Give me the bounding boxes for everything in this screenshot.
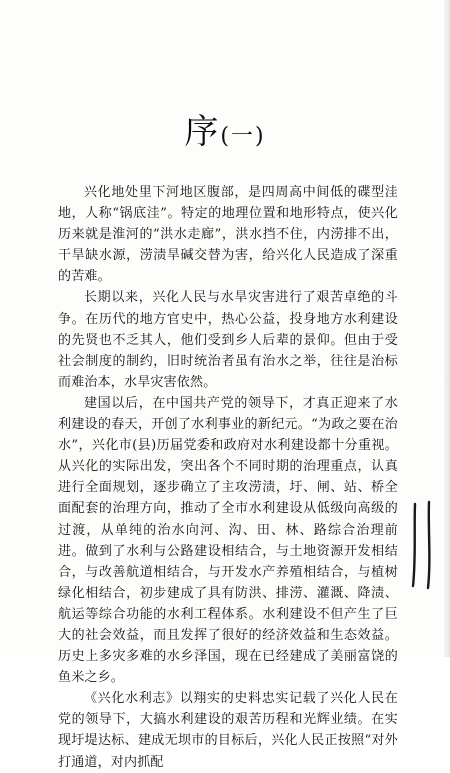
title-main: 序: [184, 112, 221, 152]
paragraph: 兴化地处里下河地区腹部，是四周高中间低的碟型洼地，人称“锅底洼”。特定的地理位置和地形特点，使兴化历来就是淮河的“洪水走廊”，洪水挡不住，内涝排不出，干旱缺水源，涝渍旱碱交替为害，给兴化人民造成了深重的苦难。: [58, 185, 398, 285]
paragraph: 建国以后，在中国共产党的领导下，才真正迎来了水利建设的春天，开创了水利事业的新纪元。“为政之要在治水”，兴化市(县)历届党委和政府对水利建设都十分重视。从兴化的实际出发，突出各个不同时期的治理重点，认真进行全面规划，逐步确立了主攻涝渍，圩、闸、站、桥全面配套的治理方向，推动了全市水利建设从低级向高级的过渡，从单纯的治水向河、沟、田、林、路综合治理前进。做到了水利与公路建设相结合，与土地资源开发相结合，与改善航道相结合，与开发水产养殖相结合，与植树绿化相结合，初步建成了具有防洪、排涝、灌溉、降渍、航运等综合功能的水利工程体系。水利建设不但产生了巨大的社会效益，而且发挥了很好的经济效益和生态效益。历史上多灾多难的水乡泽国，现在已经建成了美丽富饶的鱼米之乡。: [58, 395, 398, 686]
handwritten-margin-mark: [401, 500, 445, 590]
page-title: [0, 112, 450, 157]
scan-edge: [444, 0, 450, 657]
paragraph: 长期以来，兴化人民与水旱灾害进行了艰苦卓绝的斗争。在历代的地方官史中，热心公益，投身地方水利建设的先贤也不乏其人，他们受到乡人后辈的景仰。但由于受社会制度的制约，旧时统治者虽有治水之举，往往是治标而难治本，水旱灾害依然。: [58, 290, 398, 390]
paragraph: 《兴化水利志》以翔实的史料忠实记载了兴化人民在党的领导下，大搞水利建设的艰苦历程和光辉业绩。在实现圩堤达标、建成无坝市的目标后，兴化人民正按照“对外打通道，对内抓配: [58, 691, 398, 770]
body-text: [58, 182, 398, 773]
title-sub: (一): [220, 124, 266, 149]
